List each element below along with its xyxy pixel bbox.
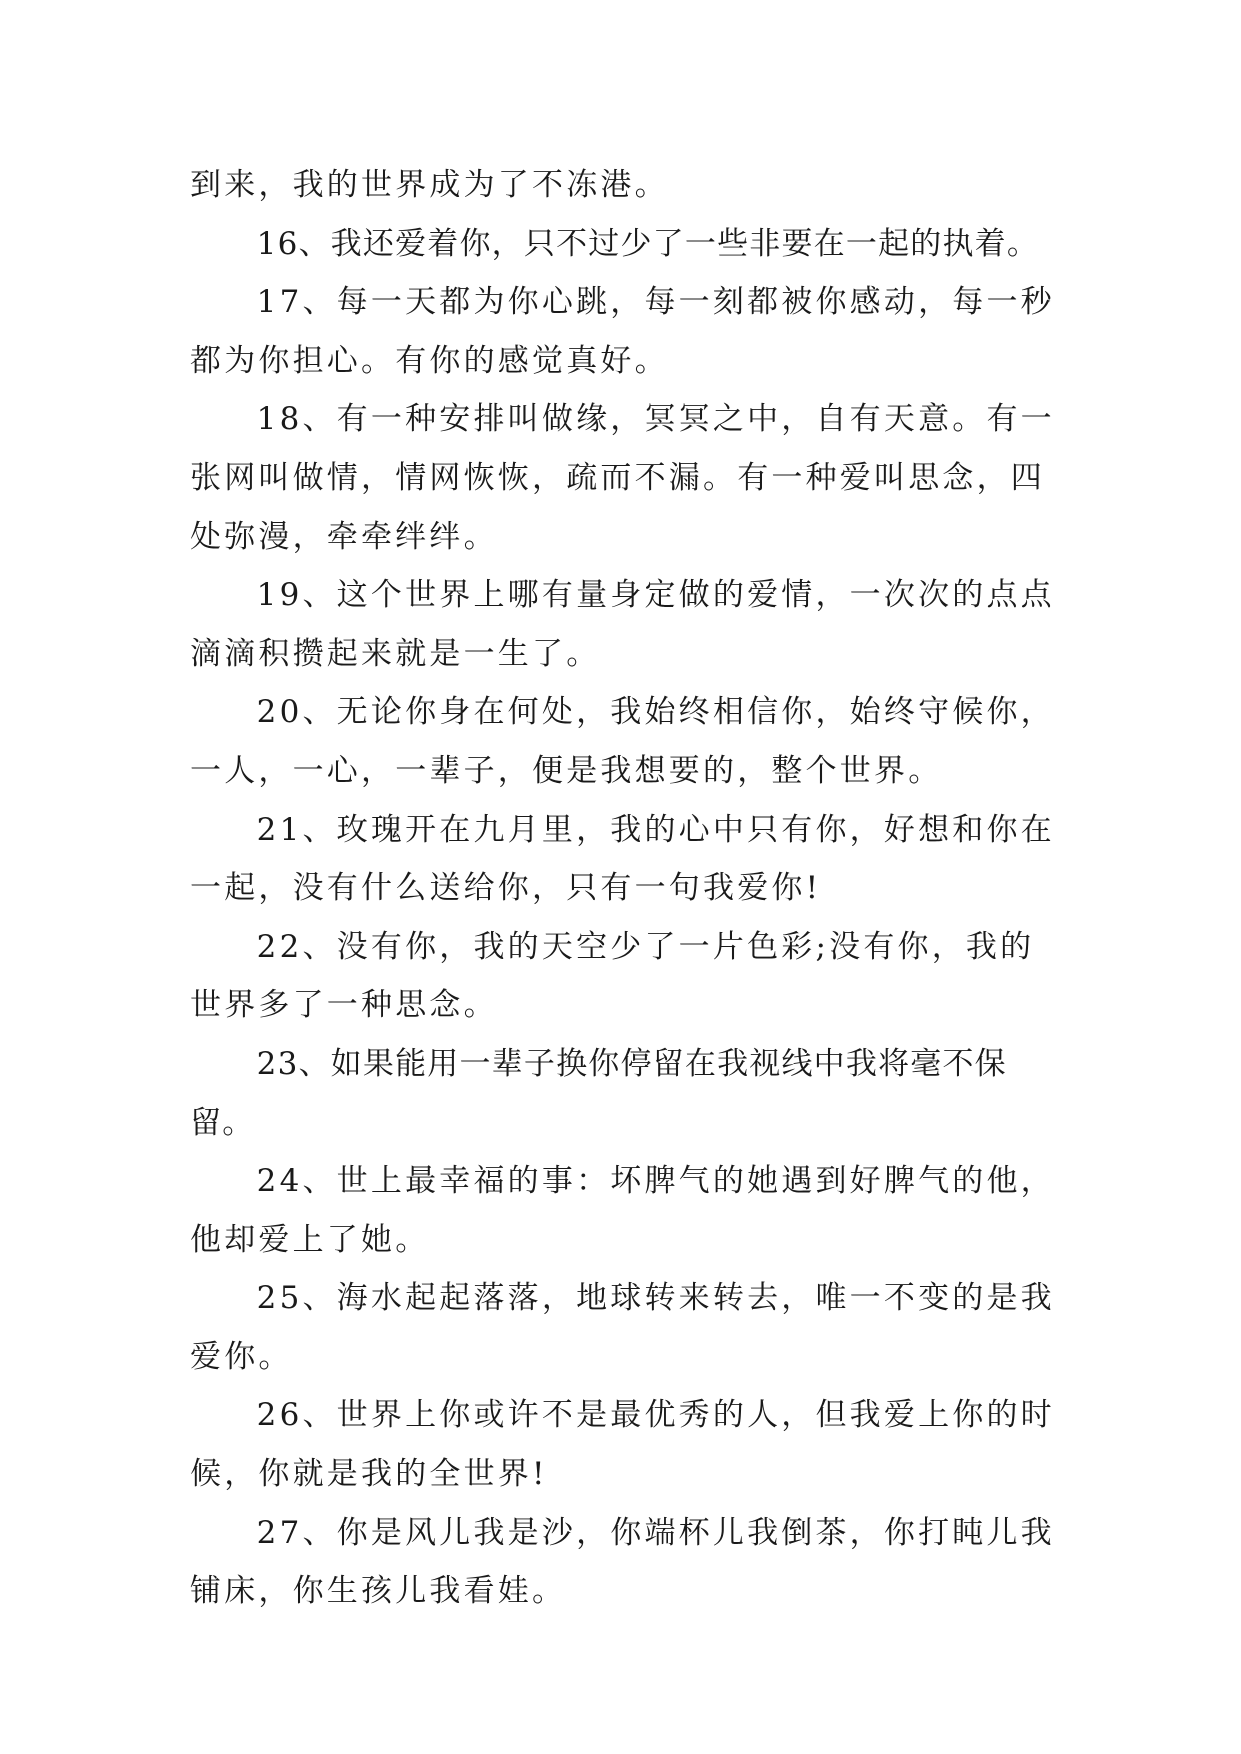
paragraph-21: 21、玫瑰开在九月里，我的心中只有你，好想和你在一起，没有什么送给你，只有一句我爱你! — [190, 811, 1055, 907]
paragraph-27: 27、你是风儿我是沙，你端杯儿我倒茶，你打盹儿我铺床，你生孩儿我看娃。 — [190, 1514, 1055, 1610]
paragraph-20: 20、无论你身在何处，我始终相信你，始终守候你，一人，一心，一辈子，便是我想要的，整个世界。 — [190, 694, 1055, 789]
paragraph-17: 17、每一天都为你心跳，每一刻都被你感动，每一秒都为你担心。有你的感觉真好。 — [190, 284, 1055, 379]
document-body — [190, 156, 1060, 1621]
paragraph-continuation: 到来，我的世界成为了不冻港。 — [190, 167, 669, 203]
paragraph-25: 25、海水起起落落，地球转来转去，唯一不变的是我爱你。 — [190, 1280, 1055, 1375]
paragraph-23: 23、如果能用一辈子换你停留在我视线中我将毫不保留。 — [190, 1045, 1007, 1141]
paragraph-18: 18、有一种安排叫做缘，冥冥之中，自有天意。有一张网叫做情，情网恢恢，疏而不漏。有一种爱叫思念，四处弥漫，牵牵绊绊。 — [190, 401, 1055, 555]
paragraph-26: 26、世界上你或许不是最优秀的人，但我爱上你的时候，你就是我的全世界! — [190, 1397, 1055, 1493]
paragraph-24: 24、世上最幸福的事：坏脾气的她遇到好脾气的他，他却爱上了她。 — [190, 1163, 1055, 1258]
paragraph-19: 19、这个世界上哪有量身定做的爱情，一次次的点点滴滴积攒起来就是一生了。 — [190, 577, 1055, 672]
paragraph-22: 22、没有你，我的天空少了一片色彩;没有你，我的世界多了一种思念。 — [190, 928, 1035, 1024]
paragraph-16: 16、我还爱着你，只不过少了一些非要在一起的执着。 — [256, 225, 1040, 262]
